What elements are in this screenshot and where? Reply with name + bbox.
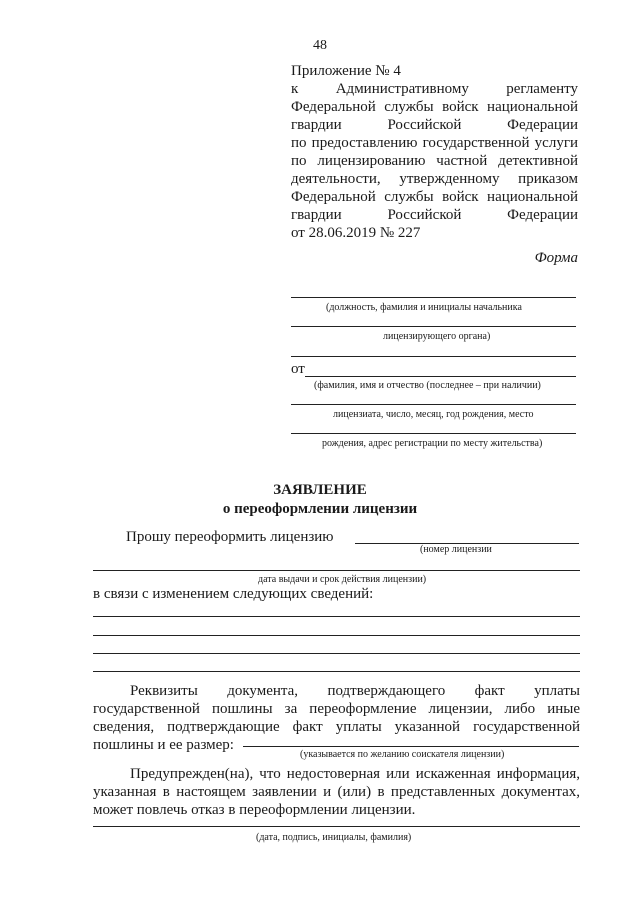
applicant-line [291,404,576,405]
appendix-line: Федеральной службы войск национальной [291,99,578,115]
reason-line [93,635,580,636]
payment-amount-line [243,746,579,747]
payment-paragraph [93,682,580,754]
signature-line [93,826,580,827]
applicant-line [305,376,576,377]
warning-line: может повлечь отказ в переоформлении лицензии. [93,802,416,818]
payment-line: Реквизиты документа, подтверждающего факт уплаты [130,683,580,699]
appendix-block [291,62,578,242]
reason-line [93,653,580,654]
appendix-line: Федеральной службы войск национальной [291,189,578,205]
reason-text: в связи с изменением следующих сведений: [93,586,374,602]
applicant-caption: лицензиата, число, месяц, год рождения, место [333,409,534,420]
license-number-caption: (номер лицензии [420,544,492,555]
payment-caption: (указывается по желанию соискателя лицензии) [300,749,505,760]
document-title: ЗАЯВЛЕНИЕ [273,482,367,498]
reason-line [93,671,580,672]
payment-line: пошлины и ее размер: [93,737,234,753]
signature-caption: (дата, подпись, инициалы, фамилия) [256,832,412,843]
issue-date-line [93,570,580,571]
addressee-line [291,297,576,298]
applicant-caption: (фамилия, имя и отчество (последнее – при наличии) [314,380,541,391]
applicant-caption: рождения, адрес регистрации по месту жительства) [322,438,543,449]
addressee-line [291,356,576,357]
request-text: Прошу переоформить лицензию [126,529,334,545]
from-label: от [291,361,305,377]
document-subtitle: о переоформлении лицензии [222,501,418,517]
reason-line [93,616,580,617]
applicant-line [291,433,576,434]
appendix-line: гвардии Российской Федерации [291,207,578,223]
addressee-caption: (должность, фамилия и инициалы начальника [326,302,522,313]
appendix-line: от 28.06.2019 № 227 [291,225,421,241]
form-label: Форма [534,250,578,266]
issue-date-caption: дата выдачи и срок действия лицензии) [258,574,427,585]
warning-line: указанная в настоящем заявлении и (или) в представленных документах, [93,784,580,800]
appendix-line: деятельности, утвержденному приказом [291,171,578,187]
warning-paragraph [93,765,580,819]
appendix-line: Приложение № 4 [291,63,401,79]
appendix-line: к Административному регламенту [291,81,578,97]
payment-line: сведения, подтверждающие факт уплаты указанной государственной [93,719,580,735]
appendix-line: по предоставлению государственной услуги [291,135,578,151]
appendix-line: по лицензированию частной детективной [291,153,578,169]
page-number: 48 [313,38,327,53]
warning-line: Предупрежден(на), что недостоверная или искаженная информация, [130,766,580,782]
payment-line: государственной пошлины за переоформление лицензии, либо иные [93,701,580,717]
addressee-line [291,326,576,327]
appendix-line: гвардии Российской Федерации [291,117,578,133]
addressee-caption: лицензирующего органа) [383,331,491,342]
